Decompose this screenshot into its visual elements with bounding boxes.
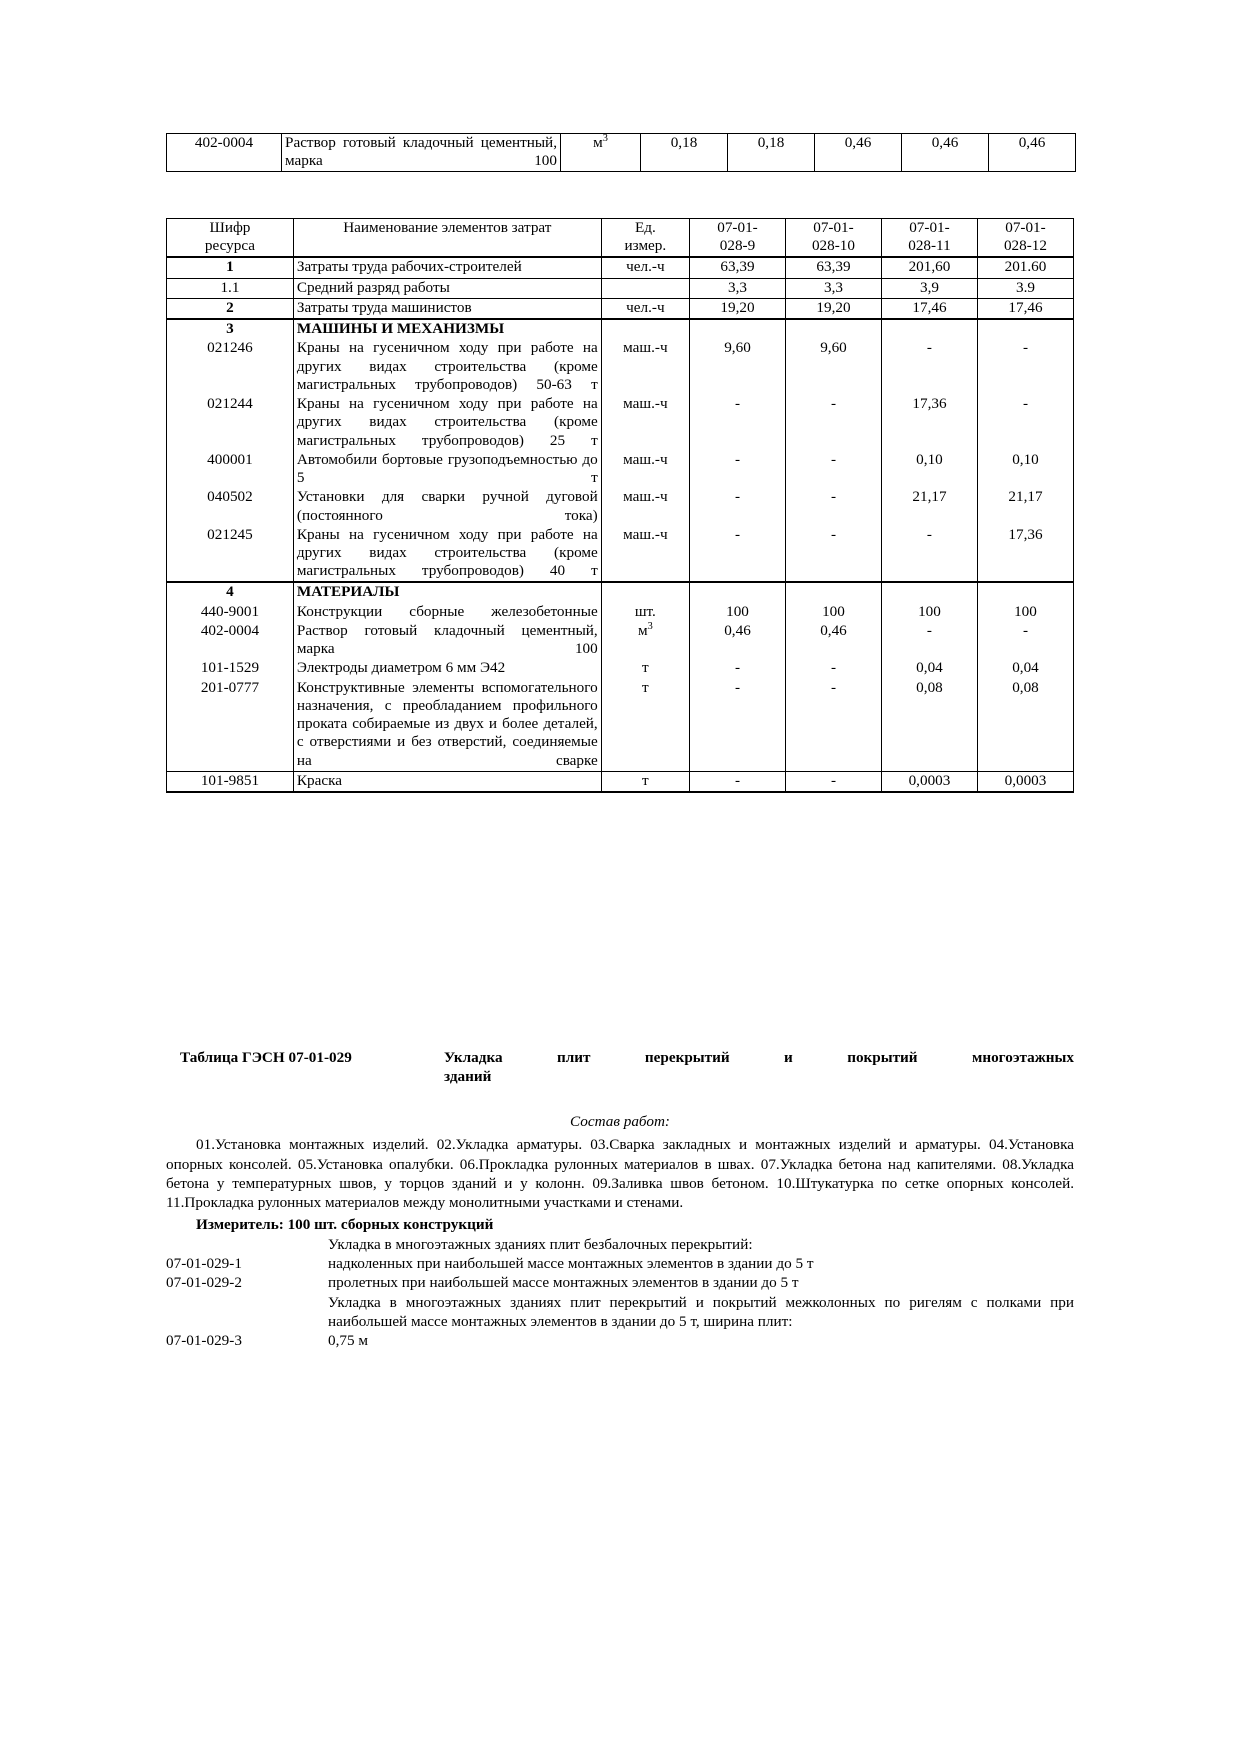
- value-cell: 0,0003: [977, 771, 1073, 792]
- resource-unit: маш.-ч: [601, 339, 689, 395]
- value-cell: -: [690, 488, 786, 525]
- resource-unit: маш.-ч: [601, 451, 689, 488]
- value-cell: 17,46: [977, 298, 1073, 319]
- continued-resource-table: [166, 133, 1076, 172]
- value-cell: 19,20: [690, 298, 786, 319]
- list-item: [166, 1293, 1074, 1331]
- table-header-row: [167, 219, 1074, 258]
- section-title: МАШИНЫ И МЕХАНИЗМЫ: [293, 319, 601, 339]
- resource-unit: [601, 278, 689, 298]
- value-cell: 0,04: [881, 659, 977, 678]
- table-heading-title-line2: зданий: [444, 1068, 492, 1086]
- header-col-line2: 028-9: [719, 237, 756, 255]
- table-row: [167, 679, 1074, 772]
- table-heading-label: Таблица ГЭСН 07-01-029: [180, 1049, 352, 1066]
- item-code: 07-01-029-3: [166, 1331, 242, 1349]
- resource-name: Раствор готовый кладочный цементный, марка 100: [293, 622, 601, 659]
- resource-table-wrapper: [166, 218, 1074, 793]
- resource-name: Электроды диаметром 6 мм Э42: [293, 659, 601, 678]
- header-col-line2: 028-10: [811, 237, 855, 255]
- value-cell: 0,46: [785, 622, 881, 659]
- header-code-line1: Шифр: [209, 219, 251, 236]
- section-title: МАТЕРИАЛЫ: [293, 582, 601, 602]
- header-col-line2: 028-12: [1003, 237, 1047, 255]
- unit-text: м: [593, 134, 603, 151]
- value-cell: -: [785, 488, 881, 525]
- section-value: [977, 319, 1073, 339]
- izmeritel-label: Измеритель: 100 шт. сборных конструкций: [196, 1215, 494, 1233]
- resource-code: 201-0777: [167, 679, 294, 772]
- resource-name: Краны на гусеничном ходу при работе на других видах строительства (кроме магистральных трубопроводов) 25 т: [293, 395, 601, 451]
- header-col-4: [977, 219, 1073, 258]
- section-row-machines: [167, 319, 1074, 339]
- section-value: [977, 582, 1073, 602]
- list-item: [166, 1235, 1074, 1254]
- list-item: [166, 1273, 1074, 1292]
- resource-name: Краны на гусеничном ходу при работе на других видах строительства (кроме магистральных трубопроводов) 50-63 т: [293, 339, 601, 395]
- resource-name: Автомобили бортовые грузоподъемностью до 5 т: [293, 451, 601, 488]
- resource-unit: т: [601, 771, 689, 792]
- header-col-1: [690, 219, 786, 258]
- resource-name: Затраты труда машинистов: [293, 298, 601, 319]
- value-cell: -: [690, 451, 786, 488]
- value-cell: 100: [977, 603, 1073, 622]
- resource-code: 021246: [167, 339, 294, 395]
- section-value: [881, 582, 977, 602]
- value-cell: -: [785, 771, 881, 792]
- value-cell: 19,20: [785, 298, 881, 319]
- resource-unit: чел.-ч: [601, 257, 689, 278]
- table-row: [167, 339, 1074, 395]
- header-col-line2: 028-11: [908, 237, 951, 255]
- header-col-line1: 07-01-: [717, 219, 758, 236]
- header-col-2: [785, 219, 881, 258]
- resource-name: Установки для сварки ручной дуговой (постоянного тока): [293, 488, 601, 525]
- resource-code: 402-0004: [167, 134, 282, 172]
- value-cell: -: [690, 679, 786, 772]
- value-cell: -: [977, 395, 1073, 451]
- value-cell: -: [785, 526, 881, 583]
- header-name: Наименование элементов затрат: [293, 219, 601, 258]
- resource-code: 021244: [167, 395, 294, 451]
- resource-unit: [561, 134, 641, 172]
- header-col-line1: 07-01-: [909, 219, 950, 236]
- value-cell: 9,60: [690, 339, 786, 395]
- value-cell: 0,18: [641, 134, 728, 172]
- value-cell: 0,46: [989, 134, 1076, 172]
- resource-code: 2: [167, 298, 294, 319]
- resource-unit: маш.-ч: [601, 526, 689, 583]
- value-cell: -: [977, 622, 1073, 659]
- section-value: [785, 319, 881, 339]
- value-cell: 0,04: [977, 659, 1073, 678]
- resource-unit: [601, 622, 689, 659]
- resource-code: 1.1: [167, 278, 294, 298]
- value-cell: -: [690, 659, 786, 678]
- section-value: [690, 319, 786, 339]
- table-row: [167, 257, 1074, 278]
- resource-name: Средний разряд работы: [293, 278, 601, 298]
- section-unit: [601, 582, 689, 602]
- resource-name: Краска: [293, 771, 601, 792]
- value-cell: 21,17: [977, 488, 1073, 525]
- value-cell: 0,0003: [881, 771, 977, 792]
- resource-code: 400001: [167, 451, 294, 488]
- resource-code: 101-9851: [167, 771, 294, 792]
- value-cell: -: [881, 339, 977, 395]
- table-row: [167, 134, 1076, 172]
- value-cell: 21,17: [881, 488, 977, 525]
- value-cell: -: [690, 395, 786, 451]
- value-cell: 0,46: [815, 134, 902, 172]
- value-cell: 100: [881, 603, 977, 622]
- value-cell: -: [690, 526, 786, 583]
- value-cell: 17,36: [977, 526, 1073, 583]
- table-row: [167, 488, 1074, 525]
- value-cell: 0,08: [881, 679, 977, 772]
- section-value: [785, 582, 881, 602]
- resource-unit: маш.-ч: [601, 488, 689, 525]
- unit-text: м: [637, 621, 648, 639]
- resource-name: Конструкции сборные железобетонные: [293, 603, 601, 622]
- value-cell: 3,9: [881, 278, 977, 298]
- value-cell: 3,3: [785, 278, 881, 298]
- resource-code: 402-0004: [167, 622, 294, 659]
- value-cell: 0,10: [977, 451, 1073, 488]
- narrative-section: [166, 1042, 1074, 1350]
- value-cell: 0,18: [728, 134, 815, 172]
- sostav-heading: Состав работ:: [570, 1113, 670, 1131]
- header-unit-line1: Ед.: [634, 219, 656, 236]
- value-cell: -: [785, 395, 881, 451]
- section-row-materials: [167, 582, 1074, 602]
- resource-code: 1: [167, 257, 294, 278]
- header-code-line2: ресурса: [204, 237, 255, 255]
- value-cell: 9,60: [785, 339, 881, 395]
- value-cell: -: [881, 622, 977, 659]
- value-cell: 63,39: [785, 257, 881, 278]
- value-cell: 201,60: [881, 257, 977, 278]
- value-cell: 201.60: [977, 257, 1073, 278]
- value-cell: 17,46: [881, 298, 977, 319]
- resource-unit: маш.-ч: [601, 395, 689, 451]
- table-row: [167, 395, 1074, 451]
- item-description: Укладка в многоэтажных зданиях плит безбалочных перекрытий:: [328, 1236, 753, 1254]
- resource-unit: шт.: [601, 603, 689, 622]
- value-cell: 0,08: [977, 679, 1073, 772]
- section-unit: [601, 319, 689, 339]
- resource-code: 021245: [167, 526, 294, 583]
- table-heading-title-line1: Укладка плит перекрытий и покрытий многоэтажных: [444, 1049, 1074, 1066]
- value-cell: 0,10: [881, 451, 977, 488]
- value-cell: 3,3: [690, 278, 786, 298]
- item-code: 07-01-029-1: [166, 1255, 242, 1273]
- table-row: [167, 298, 1074, 319]
- item-code: 07-01-029-2: [166, 1274, 242, 1292]
- value-cell: -: [690, 771, 786, 792]
- value-cell: -: [977, 339, 1073, 395]
- resource-code: 440-9001: [167, 603, 294, 622]
- value-cell: -: [785, 659, 881, 678]
- table-row: [167, 278, 1074, 298]
- header-unit: [601, 219, 689, 258]
- value-cell: -: [881, 526, 977, 583]
- item-description: Укладка в многоэтажных зданиях плит перекрытий и покрытий межколонных по ригелям с полками при наибольшей массе монтажных элементов в здании до 5 т, ширина плит:: [328, 1293, 1074, 1330]
- value-cell: 63,39: [690, 257, 786, 278]
- list-item: [166, 1254, 1074, 1273]
- main-resource-table: [166, 218, 1074, 793]
- value-cell: 17,36: [881, 395, 977, 451]
- value-cell: 100: [785, 603, 881, 622]
- header-col-3: [881, 219, 977, 258]
- item-description: 0,75 м: [328, 1331, 368, 1349]
- table-row: [167, 603, 1074, 622]
- resource-name: Раствор готовый кладочный цементный, марка 100: [282, 134, 561, 172]
- value-cell: 0,46: [902, 134, 989, 172]
- section-value: [881, 319, 977, 339]
- table-heading-title: [444, 1048, 1074, 1086]
- section-value: [690, 582, 786, 602]
- item-description: надколенных при наибольшей массе монтажных элементов в здании до 5 т: [328, 1255, 814, 1273]
- resource-code: 101-1529: [167, 659, 294, 678]
- section-number: 3: [167, 319, 294, 339]
- header-col-line1: 07-01-: [1005, 219, 1046, 236]
- resource-name: Краны на гусеничном ходу при работе на других видах строительства (кроме магистральных трубопроводов) 40 т: [293, 526, 601, 583]
- value-cell: -: [785, 451, 881, 488]
- document-page: [166, 0, 1074, 1755]
- list-item: [166, 1331, 1074, 1350]
- header-col-line1: 07-01-: [813, 219, 854, 236]
- value-cell: 0,46: [690, 622, 786, 659]
- resource-name: Затраты труда рабочих-строителей: [293, 257, 601, 278]
- unit-exponent: 3: [647, 620, 653, 632]
- resource-unit: чел.-ч: [601, 298, 689, 319]
- value-cell: -: [785, 679, 881, 772]
- resource-unit: т: [601, 679, 689, 772]
- header-code: [167, 219, 294, 258]
- value-cell: 3.9: [977, 278, 1073, 298]
- table-row: [167, 622, 1074, 659]
- value-cell: 100: [690, 603, 786, 622]
- top-table: [166, 133, 1076, 172]
- table-row: [167, 451, 1074, 488]
- table-row: [167, 771, 1074, 792]
- norm-item-list: [166, 1235, 1074, 1350]
- table-heading: [166, 1048, 1074, 1086]
- table-row: [167, 526, 1074, 583]
- header-unit-line2: измер.: [624, 237, 667, 255]
- unit-exponent: 3: [602, 132, 608, 144]
- section-number: 4: [167, 582, 294, 602]
- sostav-text: 01.Установка монтажных изделий. 02.Укладка арматуры. 03.Сварка закладных и монтажных изделий и арматуры. 04.Установка опорных консолей. 05.Установка опалубки. 06.Прокладка рулонных материалов в швах. 07.Укладка бетона над капителями. 08.Укладка бетона у температурных швов, у торцов зданий и у колонн. 09.Заливка швов бетоном. 10.Штукатурка по сетке опорных консолей. 11.Прокладка рулонных материалов между монолитными участками и стенами.: [166, 1136, 1074, 1211]
- table-row: [167, 659, 1074, 678]
- item-description: пролетных при наибольшей массе монтажных элементов в здании до 5 т: [328, 1274, 799, 1292]
- resource-code: 040502: [167, 488, 294, 525]
- resource-name: Конструктивные элементы вспомогательного назначения, с преобладанием профильного проката собираемые из двух и более деталей, с отверстиями и без отверстий, соединяемые на сварке: [293, 679, 601, 772]
- resource-unit: т: [601, 659, 689, 678]
